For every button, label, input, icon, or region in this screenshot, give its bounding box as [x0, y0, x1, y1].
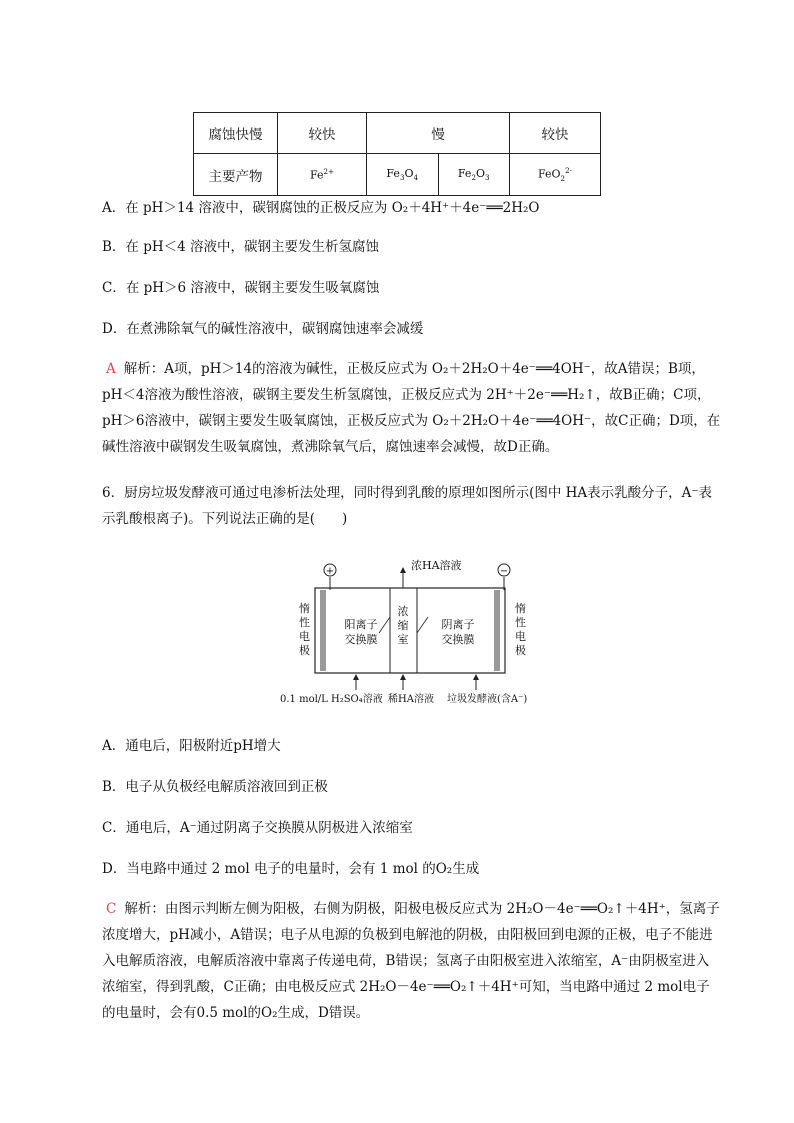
plus-sign: + — [325, 566, 335, 577]
analysis-q5 — [102, 356, 722, 460]
left-electrode-char: 电 — [299, 630, 310, 643]
formula-sub: 2 — [471, 173, 476, 183]
formula-text: Fe — [309, 168, 324, 182]
formula-sub: 3 — [399, 173, 405, 183]
left-electrode-plate — [320, 590, 326, 671]
option-a: A．在 pH＞14 溶液中，碳钢腐蚀的正极反应为 O₂＋4H⁺＋4e⁻══2H₂O — [102, 200, 540, 216]
corrosion-table — [193, 112, 601, 196]
formula-sub: 2 — [560, 173, 566, 183]
chamber-label: 室 — [397, 633, 409, 646]
formula-sub: 3 — [485, 173, 490, 183]
top-label: 浓HA溶液 — [411, 559, 462, 572]
minus-sign: − — [499, 566, 509, 577]
cell-box — [315, 588, 505, 673]
inlet-arrow-icon — [353, 674, 359, 680]
right-electrode-char: 电 — [515, 630, 526, 643]
anion-membrane-label: 阴离子 — [441, 618, 475, 631]
chamber-label: 缩 — [397, 619, 409, 632]
right-electrode-char: 极 — [515, 644, 526, 657]
option-c: C．通电后，A⁻通过阴离子交换膜从阴极进入浓缩室 — [102, 820, 413, 836]
cation-membrane-label: 交换膜 — [344, 633, 378, 646]
option-d: D．当电路中通过 2 mol 电子的电量时，会有 1 mol 的O₂生成 — [102, 861, 480, 877]
left-electrode-char: 惰 — [299, 602, 310, 615]
option-a: A．通电后，阳极附近pH增大 — [102, 738, 281, 754]
answer-letter: C — [106, 901, 117, 917]
left-electrode-char: 性 — [299, 616, 310, 629]
formula-sup: 2+ — [323, 167, 335, 177]
table-row — [194, 154, 601, 196]
table-cell: 慢 — [367, 113, 510, 154]
option-d: D．在煮沸除氧气的碱性溶液中，碳钢腐蚀速率会减缓 — [102, 321, 424, 337]
right-electrode-char: 性 — [515, 616, 526, 629]
analysis-text: 解析：A项，pH＞14的溶液为碱性，正极反应式为 O₂＋2H₂O＋4e⁻══4OH⁻，故A错误；B项，pH＜4溶液为酸性溶液，碳钢主要发生析氢腐蚀，正极反应式为 2H⁺＋2e⁻══H₂↑，故B正确；C项，pH＞6溶液中，碳钢主要发生吸氧腐蚀，正极反应式为 O₂＋2H₂O＋4e⁻══4OH⁻，故C正确；D项，在碱性溶液中碳钢发生吸氧腐蚀，煮沸除氧气后，腐蚀速率会减慢，故D正确。 — [102, 361, 721, 455]
table-cell — [367, 154, 439, 196]
left-electrode-char: 极 — [299, 644, 310, 657]
cation-membrane-label: 阳离子 — [344, 618, 378, 631]
inlet-label-acid: 0.1 mol/L H₂SO₄溶液 — [280, 694, 383, 705]
table-cell — [510, 154, 601, 196]
option-b: B．在 pH＜4 溶液中，碳钢主要发生析氢腐蚀 — [102, 239, 380, 255]
inlet-label-waste: 垃圾发酵液(含A⁻) — [447, 694, 528, 705]
formula-text: O — [476, 166, 486, 180]
table-cell — [278, 154, 367, 196]
outlet-arrow-icon — [400, 567, 406, 573]
analysis-text: 解析：由图示判断左侧为阳极，右侧为阴极，阳极电极反应式为 2H₂O－4e⁻══O₂↑＋4H⁺，氢离子浓度增大，pH减小，A错误；电子从电源的负极到电解池的阴极，由阳极回到电源的正极，电子不能进入电解质溶液，电解质溶液中靠离子传递电荷，B错误；氢离子由阳极室进入浓缩室，A⁻由阴极室进入浓缩室，得到乳酸，C正确；由电极反应式 2H₂O－4e⁻══O₂↑＋4H⁺可知，当电路中通过 2 mol电子的电量时，会有0.5 mol的O₂生成，D错误。 — [102, 901, 720, 1021]
table-cell: 主要产物 — [194, 154, 278, 196]
chamber-label: 浓 — [397, 605, 409, 618]
option-c: C．在 pH＞6 溶液中，碳钢主要发生吸氧腐蚀 — [102, 280, 380, 296]
right-electrode-char: 惰 — [515, 602, 526, 615]
formula-text: Fe — [386, 166, 400, 180]
table-row — [194, 113, 601, 154]
anion-membrane-label: 交换膜 — [441, 633, 475, 646]
inlet-arrow-icon — [473, 674, 479, 680]
table-cell — [438, 154, 510, 196]
table-cell: 较快 — [510, 113, 601, 154]
analysis-q6 — [102, 896, 722, 1026]
formula-text: FeO — [537, 167, 561, 181]
table-cell: 腐蚀快慢 — [194, 113, 278, 154]
formula-sup: 2- — [565, 166, 573, 176]
electrodialysis-diagram — [280, 555, 540, 715]
inlet-arrow-icon — [400, 674, 406, 680]
formula-text: Fe — [457, 166, 472, 180]
table-cell: 较快 — [278, 113, 367, 154]
option-b: B．电子从负极经电解质溶液回到正极 — [102, 779, 328, 795]
question-6-stem: 6．厨房垃圾发酵液可通过电渗析法处理，同时得到乳酸的原理如图所示(图中 HA表示乳酸分子，A⁻表示乳酸根离子)。下列说法正确的是( ) — [102, 485, 713, 527]
answer-letter: A — [106, 361, 116, 377]
formula-text: O — [404, 166, 414, 180]
inlet-label-dilute: 稀HA溶液 — [388, 694, 434, 705]
formula-sub: 4 — [413, 173, 419, 183]
right-electrode-plate — [494, 590, 500, 671]
